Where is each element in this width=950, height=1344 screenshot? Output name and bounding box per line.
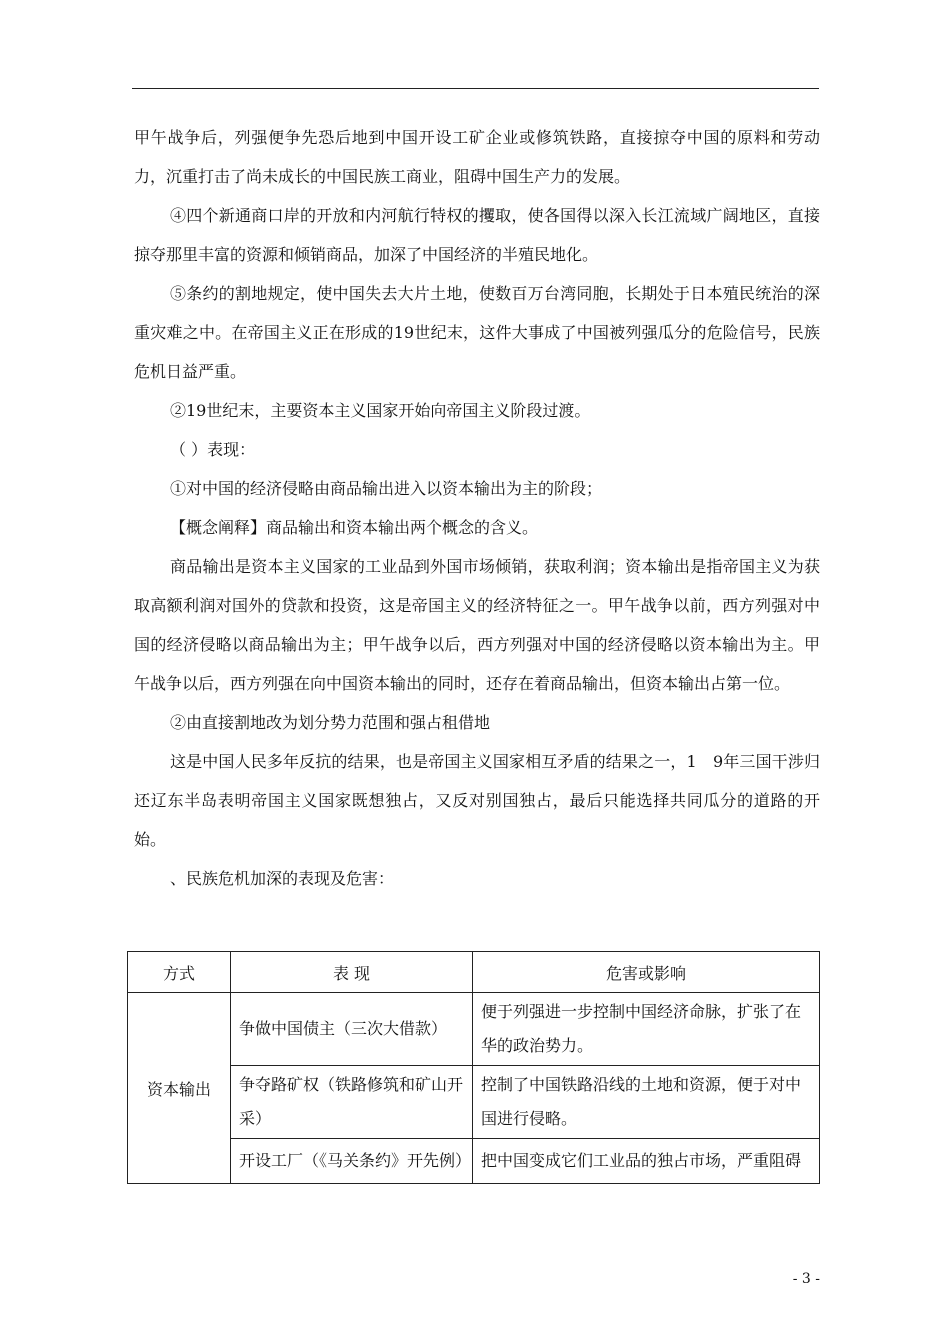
table-row — [128, 993, 820, 1066]
paragraph: 甲午战争后，列强便争先恐后地到中国开设工矿企业或修筑铁路，直接掠夺中国的原料和劳动力，沉重打击了尚未成长的中国民族工商业，阻碍中国生产力的发展。 — [134, 128, 820, 186]
table-header-row — [128, 952, 820, 993]
paragraph: 【概念阐释】商品输出和资本输出两个概念的含义。 — [170, 518, 539, 537]
paragraph: ⑤条约的割地规定，使中国失去大片土地，使数百万台湾同胞，长期处于日本殖民统治的深重灾难之中。在帝国主义正在形成的19世纪末，这件大事成了中国被列强瓜分的危险信号，民族危机日益严重。 — [134, 284, 820, 381]
method-cell: 资本输出 — [128, 993, 231, 1184]
manifestation-cell: 争夺路矿权（铁路修筑和矿山开采） — [231, 1066, 473, 1139]
manifestation-cell: 争做中国债主（三次大借款） — [231, 993, 473, 1066]
manifestation-cell: 开设工厂（《马关条约》开先例） — [231, 1139, 473, 1184]
header-impact: 危害或影响 — [473, 952, 820, 993]
paragraph: 这是中国人民多年反抗的结果，也是帝国主义国家相互矛盾的结果之一，1 9年三国干涉归还辽东半岛表明帝国主义国家既想独占，又反对别国独占，最后只能选择共同瓜分的道路的开始。 — [134, 752, 820, 849]
paragraph: 、民族危机加深的表现及危害： — [170, 869, 395, 888]
impact-cell: 把中国变成它们工业品的独占市场，严重阻碍 — [473, 1139, 820, 1184]
impact-cell: 控制了中国铁路沿线的土地和资源，便于对中国进行侵略。 — [473, 1066, 820, 1139]
table-row — [128, 1066, 820, 1139]
paragraph: ②由直接割地改为划分势力范围和强占租借地 — [170, 713, 491, 732]
header-rule — [132, 88, 819, 89]
paragraph: ②19世纪末，主要资本主义国家开始向帝国主义阶段过渡。 — [170, 401, 591, 420]
impact-cell: 便于列强进一步控制中国经济命脉，扩张了在华的政治势力。 — [473, 993, 820, 1066]
table-row — [128, 1139, 820, 1184]
page-number: - 3 - — [792, 1271, 820, 1287]
header-manifestation: 表 现 — [231, 952, 473, 993]
paragraph: ④四个新通商口岸的开放和内河航行特权的攫取，使各国得以深入长江流域广阔地区，直接掠夺那里丰富的资源和倾销商品，加深了中国经济的半殖民地化。 — [134, 206, 820, 264]
paragraph: （ ）表现： — [170, 440, 256, 459]
document-body — [134, 118, 820, 898]
header-method: 方式 — [128, 952, 231, 993]
paragraph: 商品输出是资本主义国家的工业品到外国市场倾销，获取利润；资本输出是指帝国主义为获取高额利润对国外的贷款和投资，这是帝国主义的经济特征之一。甲午战争以前，西方列强对中国的经济侵略以商品输出为主；甲午战争以后，西方列强对中国的经济侵略以资本输出为主。甲午战争以后，西方列强在向中国资本输出的同时，还存在着商品输出，但资本输出占第一位。 — [134, 557, 820, 693]
national-crisis-table — [127, 951, 820, 1184]
paragraph: ①对中国的经济侵略由商品输出进入以资本输出为主的阶段； — [170, 479, 603, 498]
